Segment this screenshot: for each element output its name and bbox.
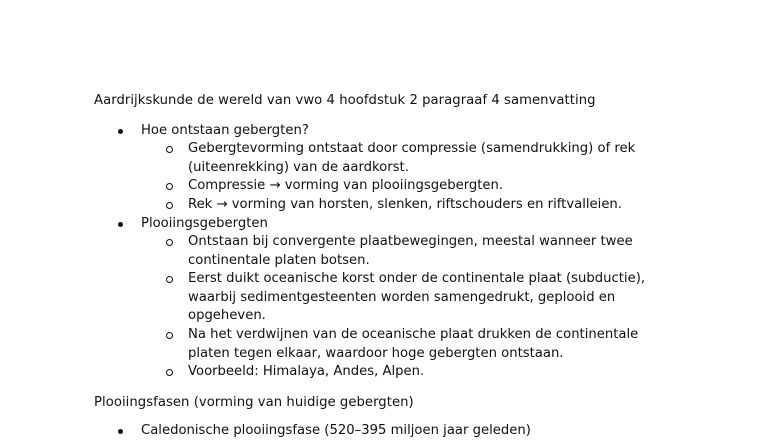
circle-bullet-icon xyxy=(166,202,173,209)
circle-bullet-icon xyxy=(166,332,173,339)
circle-bullet-icon xyxy=(166,369,173,376)
bullet-dot-icon xyxy=(118,129,123,134)
bullet-label: Caledonische plooiingsfase (520–395 miljoen jaar geleden) xyxy=(141,423,531,438)
sub-item-text: Compressie → vorming van plooiingsgebergten. xyxy=(188,178,504,193)
bullet-label: Hoe ontstaan gebergten? xyxy=(141,123,309,138)
bullet-dot-icon xyxy=(118,429,123,434)
sub-item-text: Rek → vorming van horsten, slenken, riftschouders en riftvalleien. xyxy=(188,197,622,212)
circle-bullet-icon xyxy=(166,146,173,153)
sub-item-text: Gebergtevorming ontstaat door compressie (samendrukking) of rek (uiteenrekking) van de aardkorst. xyxy=(188,141,636,175)
section-heading: Plooiingsfasen (vorming van huidige gebergten) xyxy=(94,395,414,410)
bullet-dot-icon xyxy=(118,222,123,227)
circle-bullet-icon xyxy=(166,276,173,283)
bullet-label: Plooiingsgebergten xyxy=(141,216,268,231)
sub-item-text: Voorbeeld: Himalaya, Andes, Alpen. xyxy=(188,364,425,379)
circle-bullet-icon xyxy=(166,239,173,246)
sub-item-text: Eerst duikt oceanische korst onder de continentale plaat (subductie), waarbij sedimentgesteenten worden samengedrukt, geplooid en opgeheven. xyxy=(188,271,646,323)
document-title: Aardrijkskunde de wereld van vwo 4 hoofdstuk 2 paragraaf 4 samenvatting xyxy=(94,93,596,108)
sub-item-text: Na het verdwijnen van de oceanische plaat drukken de continentale platen tegen elkaar, waardoor hoge gebergten ontstaan. xyxy=(188,327,639,361)
circle-bullet-icon xyxy=(166,183,173,190)
sub-item-text: Ontstaan bij convergente plaatbewegingen, meestal wanneer twee continentale platen botsen. xyxy=(188,234,633,268)
